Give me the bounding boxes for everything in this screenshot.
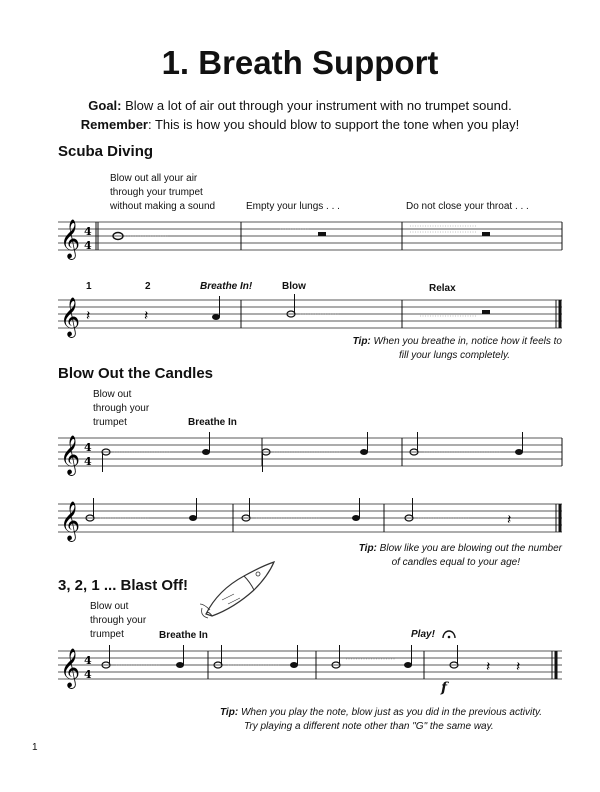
quarter-note bbox=[202, 432, 210, 455]
quarter-note bbox=[352, 498, 360, 521]
time-signature-bottom: 4 bbox=[84, 668, 92, 681]
dynamic-forte: f bbox=[441, 680, 448, 696]
half-note bbox=[450, 645, 458, 668]
section-heading-blast-off: 3, 2, 1 ... Blast Off! bbox=[58, 577, 189, 594]
quarter-note bbox=[404, 645, 412, 668]
time-signature-top: 4 bbox=[84, 441, 92, 454]
label-blow-out: Blow out all your air through your trumpet without making a sound bbox=[110, 173, 216, 212]
time-signature-bottom: 4 bbox=[84, 455, 92, 468]
quarter-rest-icon: 𝄽 bbox=[86, 308, 91, 324]
page-number: 1 bbox=[32, 742, 38, 753]
quarter-note bbox=[290, 645, 298, 668]
whole-rest-icon bbox=[482, 232, 490, 236]
quarter-rest-icon: 𝄽 bbox=[144, 308, 149, 324]
remember-line bbox=[0, 117, 600, 132]
label-breathe-in: Breathe In bbox=[188, 417, 237, 428]
time-signature-top: 4 bbox=[84, 654, 92, 667]
label-blow: Blow bbox=[282, 281, 306, 292]
label-play: Play! bbox=[411, 629, 435, 640]
staff-scuba-1 bbox=[0, 212, 600, 262]
quarter-note bbox=[176, 645, 184, 668]
goal-label: Goal: bbox=[88, 98, 122, 113]
label-count-1: 1 bbox=[86, 281, 92, 292]
dotted-half-note bbox=[332, 645, 340, 668]
quarter-rest-icon: 𝄽 bbox=[486, 659, 491, 675]
fermata-icon bbox=[441, 628, 457, 640]
dotted-half-note bbox=[262, 449, 270, 472]
staff-blast-off bbox=[0, 641, 600, 691]
dotted-half-note bbox=[86, 498, 94, 521]
quarter-note bbox=[360, 432, 368, 455]
section-heading-candles: Blow Out the Candles bbox=[58, 365, 214, 382]
staff-candles-2 bbox=[0, 494, 600, 544]
tip-candles: Tip: Blow like you are blowing out the number of candles equal to your age! bbox=[358, 543, 562, 568]
label-count-2: 2 bbox=[145, 281, 151, 292]
label-empty-lungs: Empty your lungs . . . bbox=[246, 201, 340, 212]
time-signature-top: 4 bbox=[84, 225, 92, 238]
remember-label: Remember bbox=[80, 117, 148, 132]
whole-rest-icon bbox=[318, 232, 326, 236]
quarter-note bbox=[189, 498, 197, 521]
treble-clef-icon: 𝄞 bbox=[60, 648, 81, 688]
quarter-rest-icon: 𝄽 bbox=[516, 659, 521, 675]
treble-clef-icon: 𝄞 bbox=[60, 219, 81, 259]
treble-clef-icon: 𝄞 bbox=[60, 297, 81, 337]
half-note bbox=[287, 294, 295, 317]
dotted-half-note bbox=[214, 645, 222, 668]
staff-lines bbox=[58, 504, 562, 532]
label-breathe-in: Breathe In bbox=[159, 630, 208, 641]
section-heading-scuba: Scuba Diving bbox=[58, 143, 154, 160]
page-title: 1. Breath Support bbox=[161, 44, 439, 81]
treble-clef-icon: 𝄞 bbox=[60, 501, 81, 541]
whole-rest-icon bbox=[482, 310, 490, 314]
tip-blast-off: Tip: When you play the note, blow just as you did in the previous activity. Try playing a different note other than "G" the same way. bbox=[220, 707, 543, 732]
dotted-half-note bbox=[405, 498, 413, 521]
label-blow-out: Blow out through your trumpet bbox=[90, 601, 147, 640]
treble-clef-icon: 𝄞 bbox=[60, 435, 81, 475]
label-blow-out: Blow out through your trumpet bbox=[93, 389, 150, 428]
goal-text: Blow a lot of air out through your instrument with no trumpet sound. bbox=[125, 98, 512, 113]
dotted-half-note bbox=[102, 449, 110, 472]
time-signature-bottom: 4 bbox=[84, 239, 92, 252]
quarter-rest-icon: 𝄽 bbox=[507, 512, 512, 528]
goal-line bbox=[0, 98, 600, 113]
label-do-not-close: Do not close your throat . . . bbox=[406, 201, 529, 212]
label-relax: Relax bbox=[429, 283, 456, 294]
dotted-half-note bbox=[242, 498, 250, 521]
staff-candles-1 bbox=[0, 428, 600, 478]
quarter-note bbox=[515, 432, 523, 455]
dotted-half-note bbox=[102, 645, 110, 668]
remember-text: : This is how you should blow to support the tone when you play! bbox=[147, 117, 520, 132]
rocket-icon bbox=[198, 560, 278, 620]
tip-scuba: Tip: When you breathe in, notice how it feels to fill your lungs completely. bbox=[352, 336, 562, 361]
label-breathe-in: Breathe In! bbox=[200, 281, 253, 292]
dotted-half-note bbox=[410, 432, 418, 455]
staff-scuba-2 bbox=[0, 290, 600, 340]
